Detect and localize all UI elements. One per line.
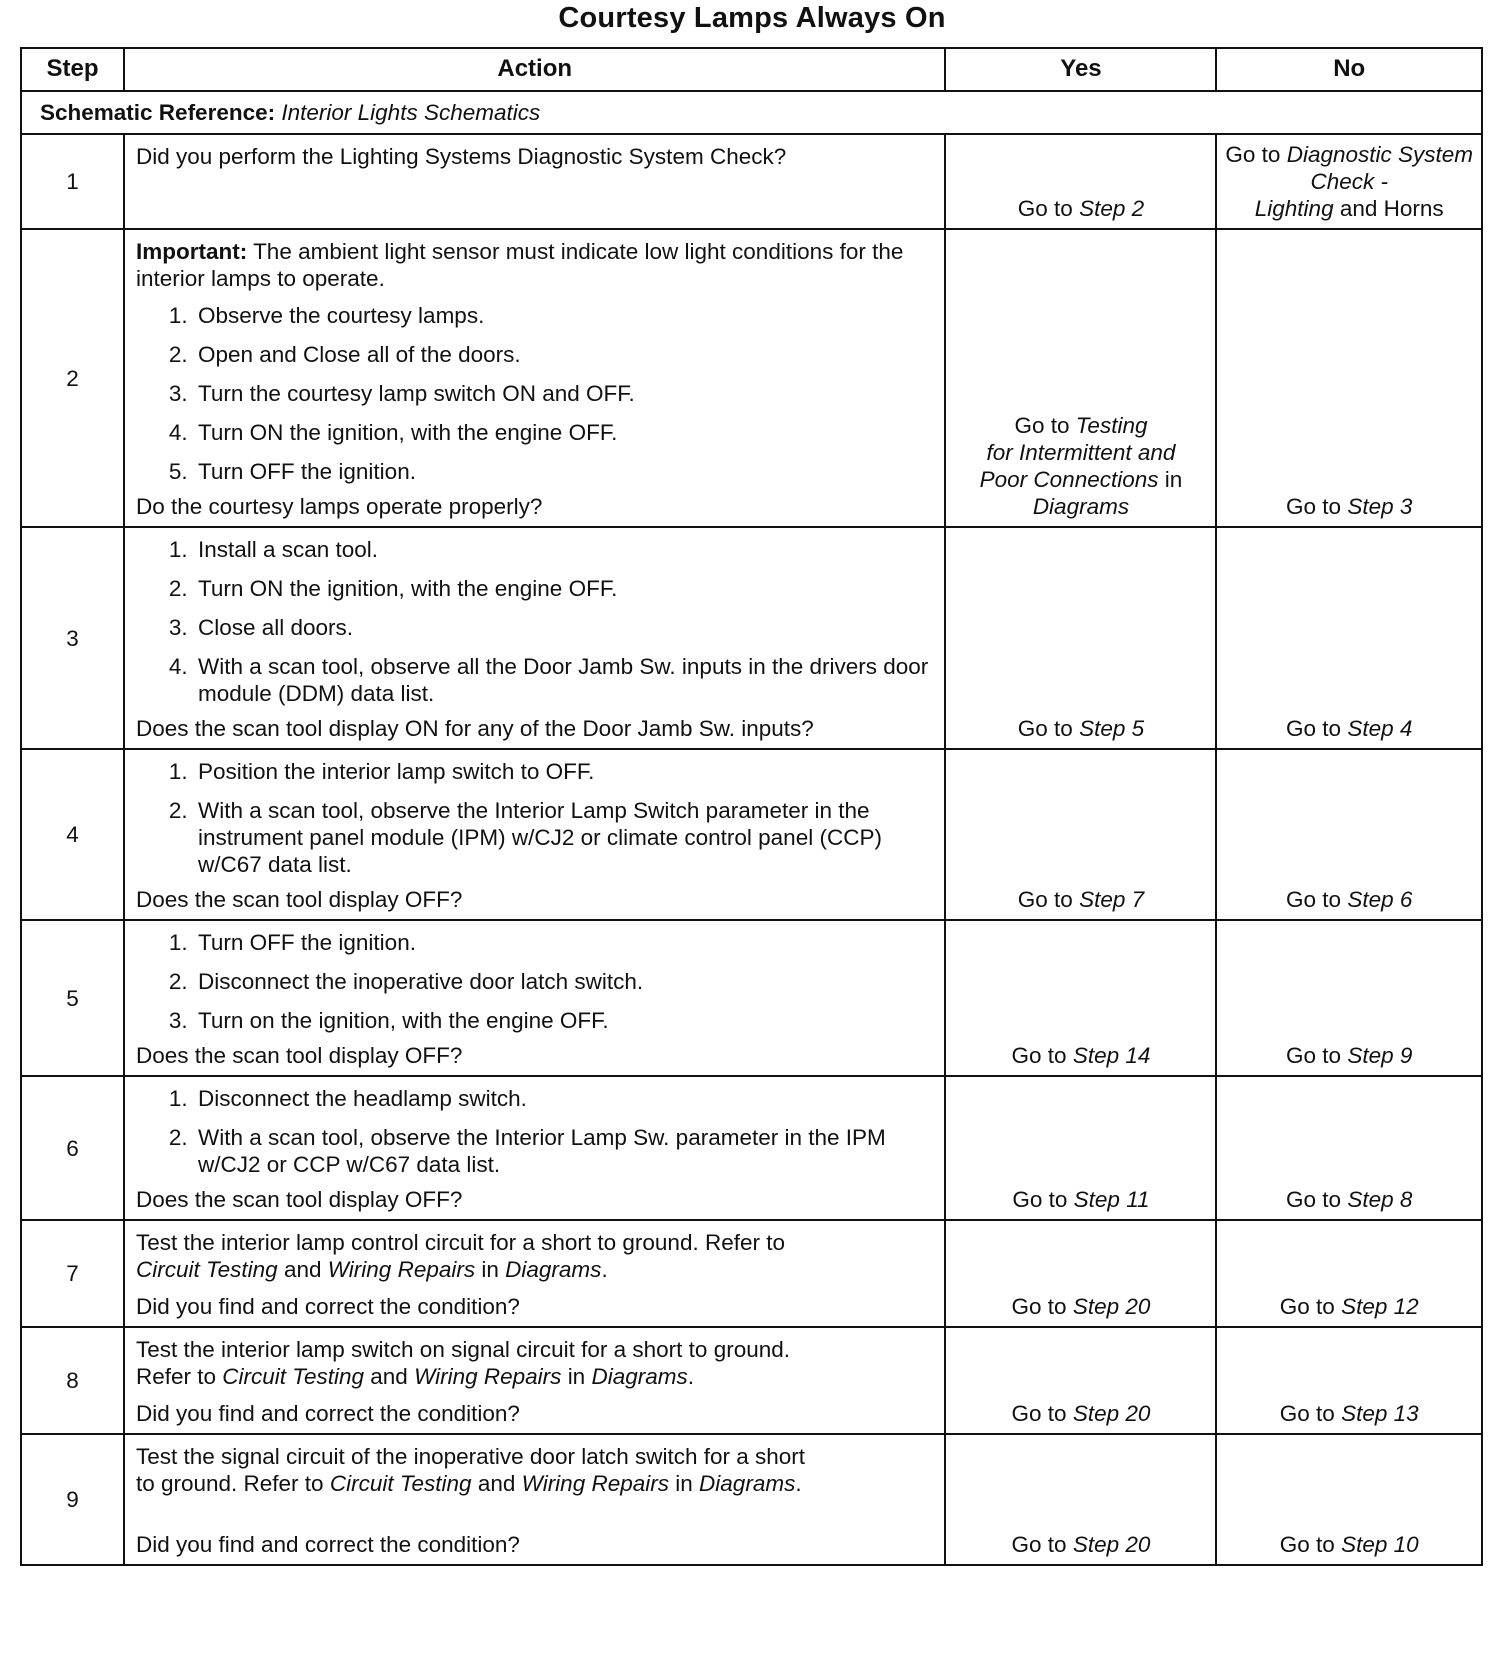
table-row [21, 749, 1482, 920]
yes-cell: Go to Step 20 [945, 1327, 1216, 1434]
step-number: 6 [21, 1076, 124, 1220]
list-item: 2. Open and Close all of the doors. [194, 341, 935, 368]
step-number: 9 [21, 1434, 124, 1565]
yes-cell: Go to Step 7 [945, 749, 1216, 920]
action-cell [124, 1220, 946, 1327]
action-list [136, 929, 935, 1034]
no-link[interactable]: Lighting [1254, 196, 1334, 221]
step-number: 5 [21, 920, 124, 1076]
question: Did you find and correct the condition? [135, 1532, 520, 1557]
no-link[interactable]: Step 12 [1341, 1294, 1419, 1319]
table-row [21, 1220, 1482, 1327]
action-list [136, 758, 935, 878]
no-link[interactable]: Step 9 [1347, 1043, 1413, 1068]
list-item: 1. Disconnect the headlamp switch. [194, 1085, 935, 1112]
list-item: 3. Close all doors. [194, 614, 935, 641]
no-link[interactable]: Step 10 [1341, 1532, 1419, 1557]
yes-link[interactable]: Testing [1075, 413, 1148, 438]
action-list [136, 1085, 935, 1178]
table-row [21, 1076, 1482, 1220]
yes-link[interactable]: Step 11 [1073, 1187, 1150, 1212]
list-item: 5. Turn OFF the ignition. [194, 458, 935, 485]
yes-link[interactable]: Step 7 [1079, 887, 1145, 912]
header-yes: Yes [945, 48, 1216, 91]
instruction: Test the signal circuit of the inoperative door latch switch for a short to ground. Refer to Circuit Testing and Wiring Repairs in Diagrams. [135, 1444, 806, 1496]
schematic-link[interactable]: Interior Lights Schematics [281, 100, 541, 125]
yes-cell: Go to Step 20 [945, 1434, 1216, 1565]
schematic-label: Schematic Reference: [40, 100, 276, 125]
step-number: 8 [21, 1327, 124, 1434]
table-row [21, 920, 1482, 1076]
no-cell: Go to Step 3 [1216, 229, 1482, 527]
list-item: 2. With a scan tool, observe the Interior Lamp Switch parameter in the instrument panel module (IPM) w/CJ2 or climate control panel (CCP) w/C67 data list. [194, 797, 935, 878]
table-row [21, 134, 1482, 229]
no-cell: Go to Step 9 [1216, 920, 1482, 1076]
wiring-repairs-link[interactable]: Wiring Repairs [521, 1471, 669, 1496]
action-list [136, 302, 935, 485]
list-item: 1. Turn OFF the ignition. [194, 929, 935, 956]
step-number: 4 [21, 749, 124, 920]
yes-link[interactable]: Poor Connections [979, 467, 1159, 492]
question: Did you find and correct the condition? [135, 1294, 520, 1319]
question: Did you perform the Lighting Systems Diagnostic System Check? [135, 144, 787, 169]
list-item: 3. Turn on the ignition, with the engine OFF. [194, 1007, 935, 1034]
no-cell: Go to Step 4 [1216, 527, 1482, 749]
step-number: 1 [21, 134, 124, 229]
question: Did you find and correct the condition? [135, 1401, 520, 1426]
yes-link[interactable]: Step 20 [1072, 1532, 1151, 1557]
yes-cell: Go to Step 14 [945, 920, 1216, 1076]
question: Does the scan tool display OFF? [135, 1187, 463, 1212]
yes-link[interactable]: Diagrams [1032, 494, 1130, 519]
list-item: 2. With a scan tool, observe the Interior Lamp Sw. parameter in the IPM w/CJ2 or CCP w/C67 data list. [194, 1124, 935, 1178]
yes-cell: Go to Step 11 [945, 1076, 1216, 1220]
table-row [21, 527, 1482, 749]
header-step: Step [21, 48, 124, 91]
diagrams-link[interactable]: Diagrams [699, 1471, 796, 1496]
no-link[interactable]: Step 3 [1347, 494, 1413, 519]
yes-link[interactable]: Step 2 [1079, 196, 1145, 221]
instruction: Test the interior lamp control circuit for a short to ground. Refer to Circuit Testing and Wiring Repairs in Diagrams. [135, 1230, 785, 1282]
step-number: 3 [21, 527, 124, 749]
no-cell: Go to Step 12 [1216, 1220, 1482, 1327]
no-link[interactable]: Step 8 [1347, 1187, 1413, 1212]
table-row [21, 229, 1482, 527]
schematic-row [21, 91, 1482, 134]
no-cell: Go to Diagnostic System Check - Lighting and Horns [1216, 134, 1482, 229]
no-link[interactable]: Step 6 [1347, 887, 1413, 912]
list-item: 1. Install a scan tool. [194, 536, 935, 563]
yes-cell: Go to Step 5 [945, 527, 1216, 749]
question: Does the scan tool display OFF? [135, 887, 463, 912]
list-item: 1. Position the interior lamp switch to OFF. [194, 758, 935, 785]
page-title: Courtesy Lamps Always On [558, 2, 946, 34]
no-link[interactable]: Diagnostic System Check - [1286, 142, 1474, 194]
header-action: Action [124, 48, 946, 91]
header-row [21, 48, 1482, 91]
schematic-reference [21, 91, 1482, 134]
list-item: 1. Observe the courtesy lamps. [194, 302, 935, 329]
list-item: 4. Turn ON the ignition, with the engine OFF. [194, 419, 935, 446]
question: Does the scan tool display OFF? [135, 1043, 463, 1068]
action-cell [124, 1327, 946, 1434]
yes-cell: Go to Step 20 [945, 1220, 1216, 1327]
circuit-testing-link[interactable]: Circuit Testing [135, 1257, 278, 1282]
action-list [136, 536, 935, 707]
no-link[interactable]: Step 13 [1341, 1401, 1419, 1426]
instruction: Test the interior lamp switch on signal circuit for a short to ground. Refer to Circuit Testing and Wiring Repairs in Diagrams. [135, 1337, 791, 1389]
question: Do the courtesy lamps operate properly? [135, 494, 543, 519]
table-row [21, 1327, 1482, 1434]
action-cell [124, 1076, 946, 1220]
circuit-testing-link[interactable]: Circuit Testing [222, 1364, 364, 1389]
yes-cell: Go to Testing for Intermittent and Poor Connections in Diagrams [945, 229, 1216, 527]
list-item: 3. Turn the courtesy lamp switch ON and OFF. [194, 380, 935, 407]
table-row [21, 1434, 1482, 1565]
no-link[interactable]: Step 4 [1347, 716, 1413, 741]
step-number: 2 [21, 229, 124, 527]
wiring-repairs-link[interactable]: Wiring Repairs [327, 1257, 476, 1282]
question: Does the scan tool display ON for any of the Door Jamb Sw. inputs? [135, 716, 814, 741]
no-cell: Go to Step 10 [1216, 1434, 1482, 1565]
yes-link[interactable]: for Intermittent and [986, 440, 1176, 465]
yes-link[interactable]: Step 20 [1072, 1401, 1151, 1426]
diagrams-link[interactable]: Diagrams [505, 1257, 602, 1282]
no-cell: Go to Step 6 [1216, 749, 1482, 920]
yes-link[interactable]: Step 5 [1079, 716, 1145, 741]
action-cell [124, 1434, 946, 1565]
wiring-repairs-link[interactable]: Wiring Repairs [414, 1364, 562, 1389]
step-number: 7 [21, 1220, 124, 1327]
action-cell [124, 920, 946, 1076]
action-cell [124, 527, 946, 749]
no-cell: Go to Step 8 [1216, 1076, 1482, 1220]
yes-link[interactable]: Step 14 [1072, 1043, 1151, 1068]
no-cell: Go to Step 13 [1216, 1327, 1482, 1434]
diagnostic-table [20, 47, 1483, 1566]
action-cell [124, 749, 946, 920]
yes-cell: Go to Step 2 [945, 134, 1216, 229]
header-no: No [1216, 48, 1482, 91]
list-item: 2. Disconnect the inoperative door latch switch. [194, 968, 935, 995]
list-item: 2. Turn ON the ignition, with the engine OFF. [194, 575, 935, 602]
list-item: 4. With a scan tool, observe all the Door Jamb Sw. inputs in the drivers door module (DDM) data list. [194, 653, 935, 707]
diagrams-link[interactable]: Diagrams [591, 1364, 688, 1389]
circuit-testing-link[interactable]: Circuit Testing [329, 1471, 472, 1496]
yes-link[interactable]: Step 20 [1072, 1294, 1151, 1319]
action-cell [124, 134, 946, 229]
action-cell [124, 229, 946, 527]
important-note: Important: The ambient light sensor must indicate low light conditions for the interior lamps to operate. [135, 239, 904, 291]
